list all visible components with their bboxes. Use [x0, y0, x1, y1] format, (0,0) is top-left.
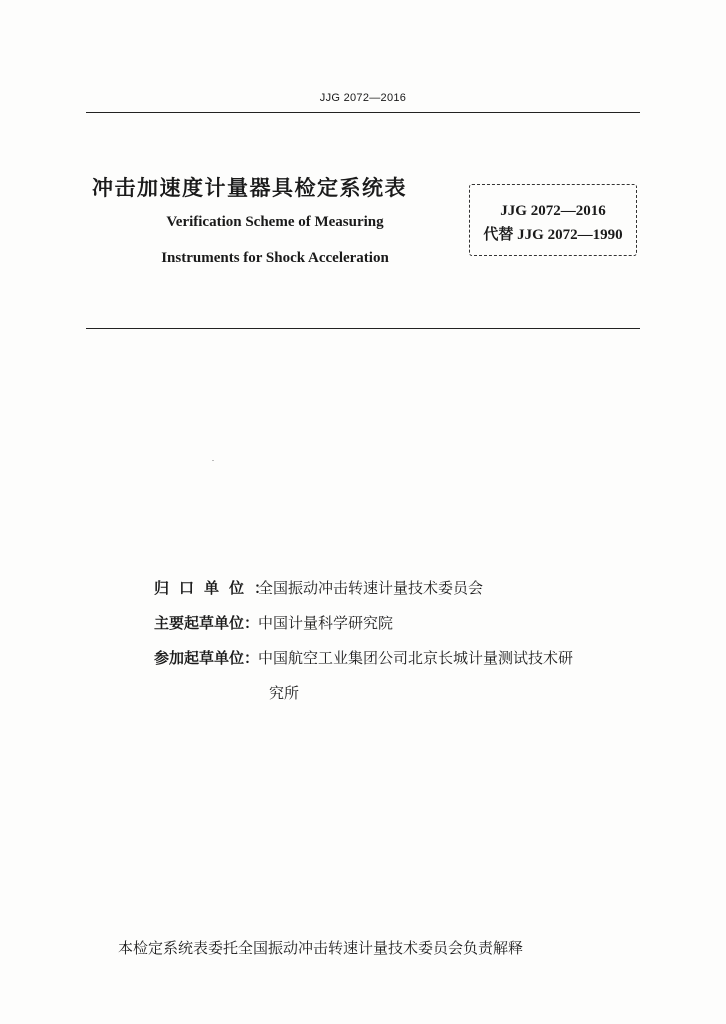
participant-drafter-value-continued: 究所: [269, 684, 300, 702]
responsible-unit-label: 归口单位：: [154, 579, 280, 597]
header-standard-code: JJG 2072—2016: [319, 92, 407, 104]
document-title-english-line2: Instruments for Shock Acceleration: [161, 250, 389, 266]
participant-drafter-value: 中国航空工业集团公司北京长城计量测试技术研: [258, 649, 574, 667]
document-title-chinese: 冲击加速度计量器具检定系统表: [92, 176, 407, 200]
top-divider: [86, 112, 640, 113]
scan-speck: [212, 460, 214, 461]
standard-number-box: [469, 184, 637, 256]
main-drafter-row: [154, 612, 393, 633]
interpretation-note: 本检定系统表委托全国振动冲击转速计量技术委员会负责解释: [118, 939, 524, 957]
responsible-unit-value: 全国振动冲击转速计量技术委员会: [258, 579, 484, 597]
main-drafter-value: 中国计量科学研究院: [258, 614, 394, 632]
bottom-divider: [86, 328, 640, 329]
responsible-unit-row: [154, 577, 483, 598]
replaced-standard: 代替 JJG 2072—1990: [483, 227, 623, 243]
participant-drafter-label: 参加起草单位：: [154, 649, 260, 667]
main-drafter-label: 主要起草单位：: [154, 614, 260, 632]
participant-drafter-row: [154, 647, 573, 668]
standard-number: JJG 2072—2016: [500, 203, 606, 219]
document-title-english-line1: Verification Scheme of Measuring: [166, 214, 384, 230]
